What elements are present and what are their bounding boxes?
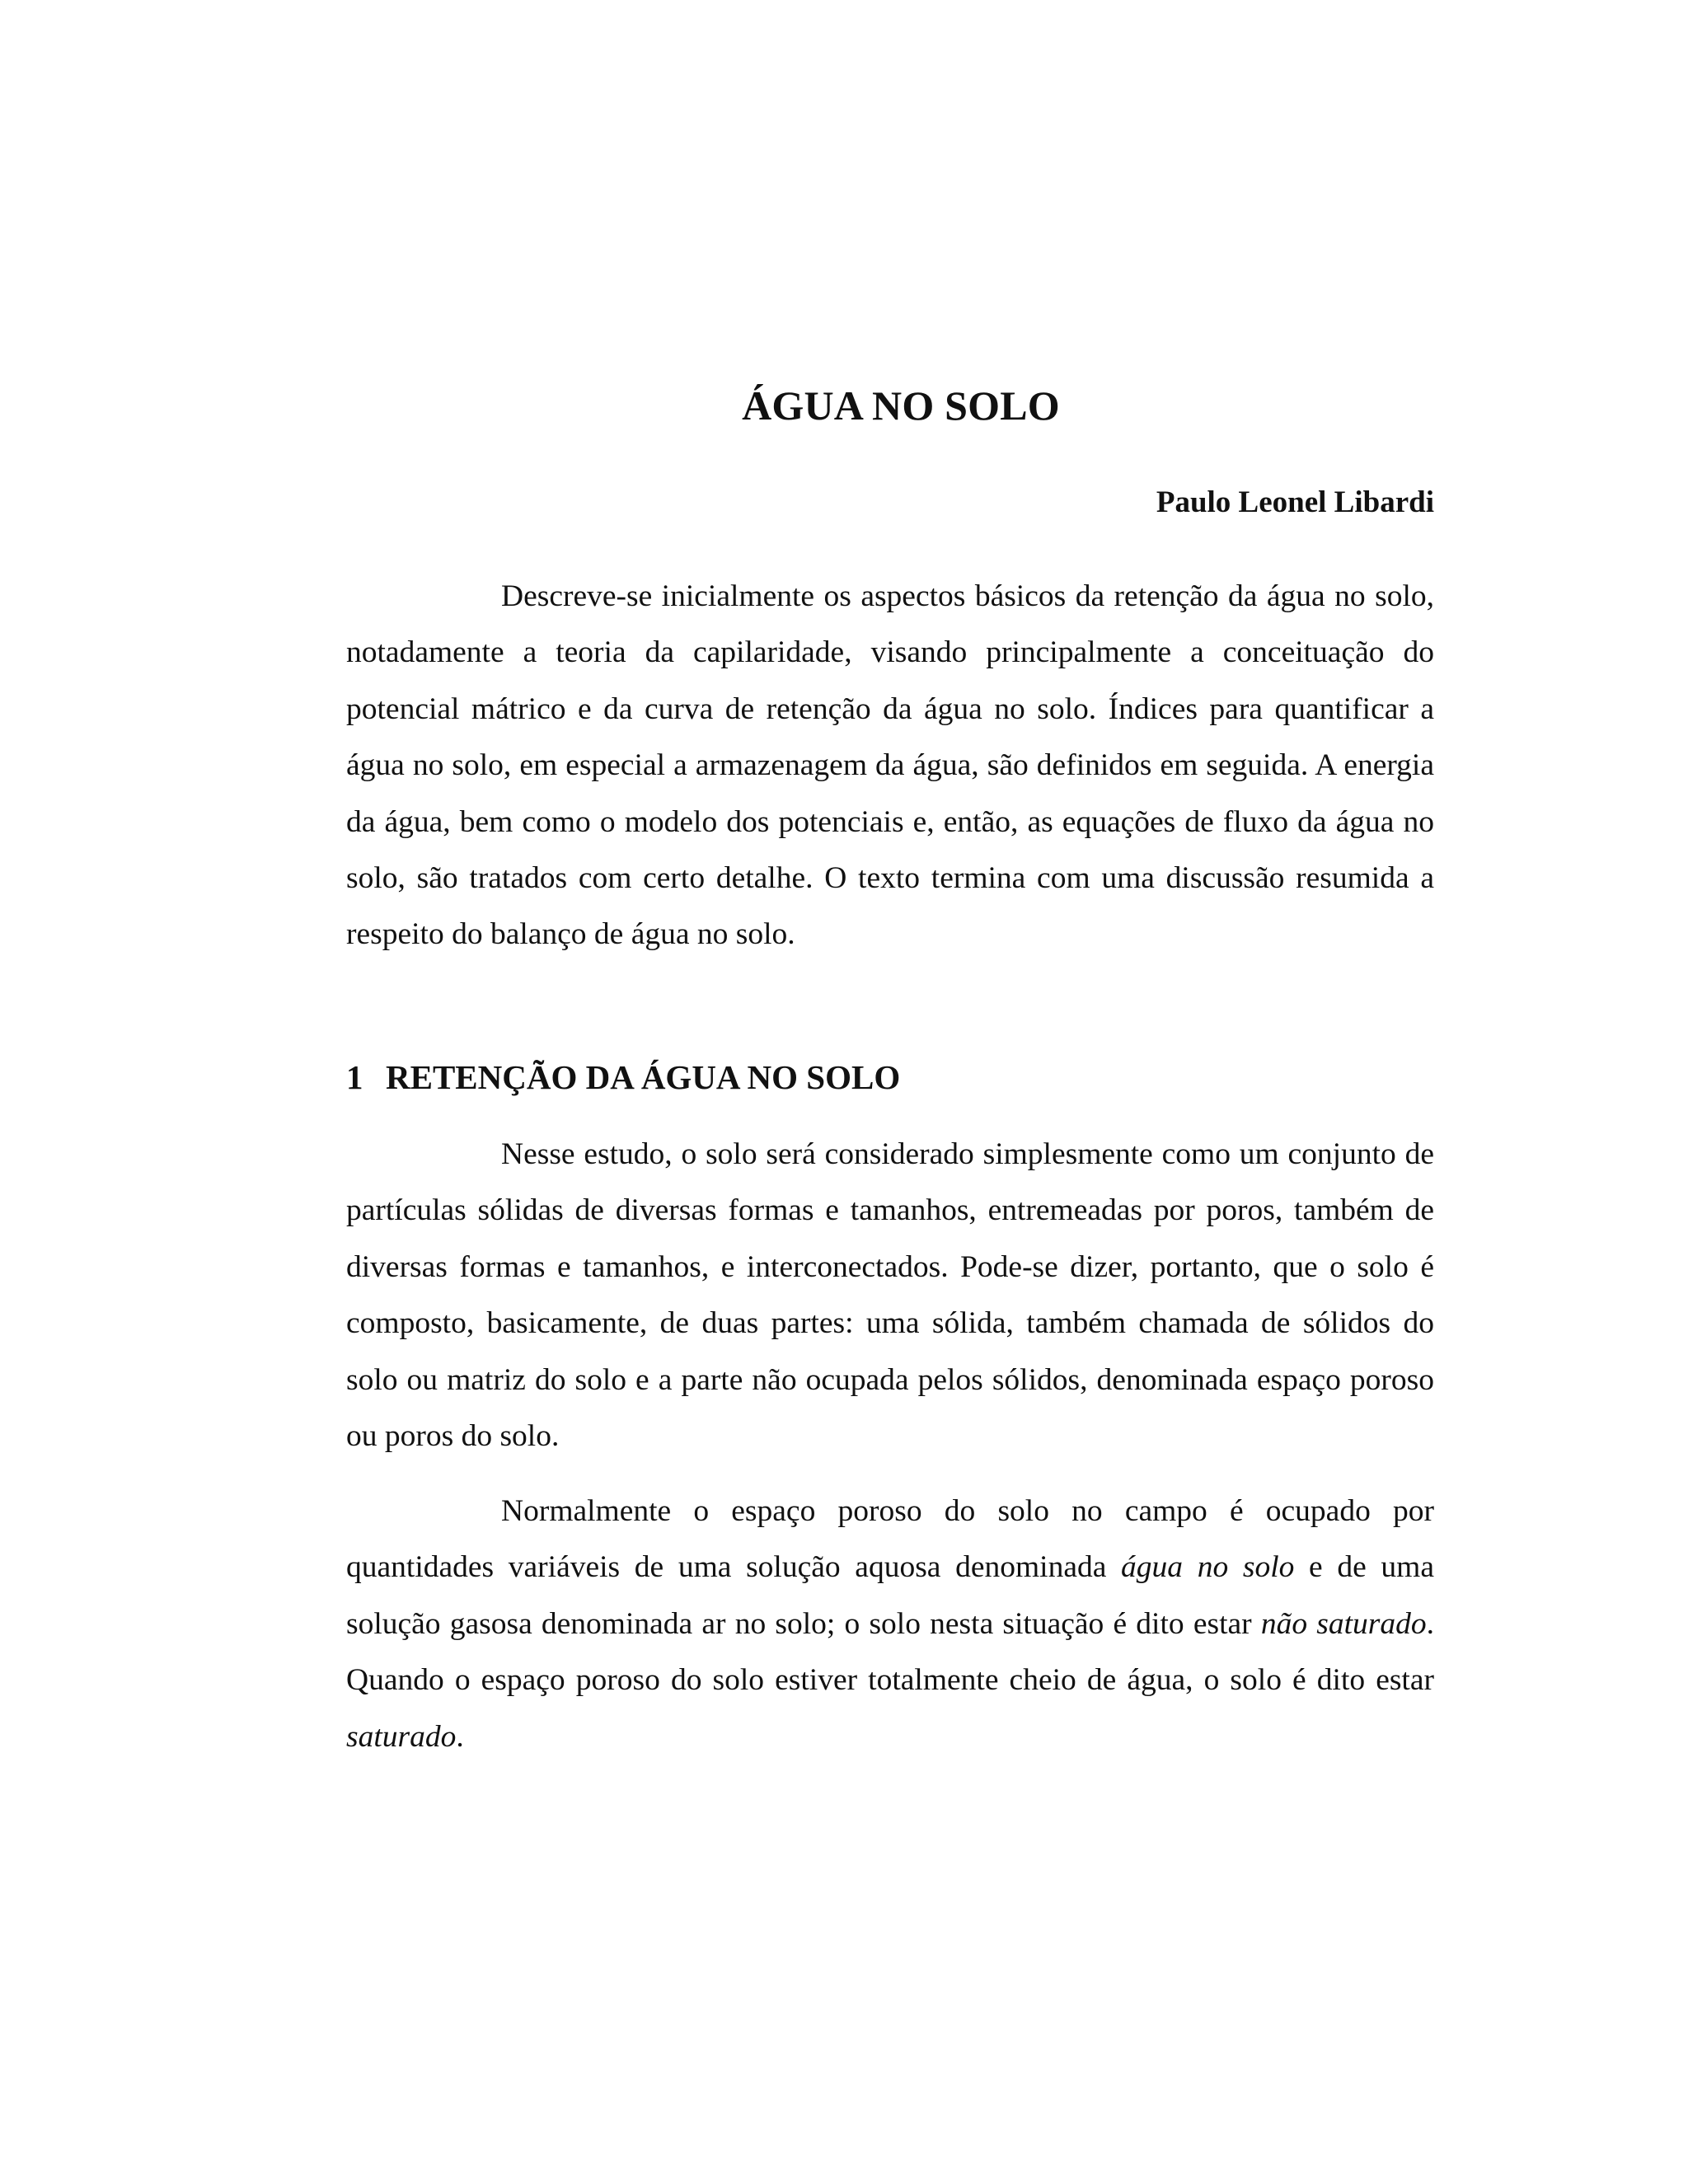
text-run: . Quando o espaço poroso do solo estiver totalmente cheio de água, o solo é dito estar	[346, 1606, 1435, 1698]
document-title: ÁGUA NO SOLO	[742, 382, 1060, 429]
body-paragraph: Nesse estudo, o solo será considerado simplesmente como um conjunto de partículas sólidas de diversas formas e tamanhos, entremeadas por poros, também de diversas formas e tamanhos, e interconectados. Pode-se dizer, portanto, que o solo é composto, basicamente, de duas partes: uma sólida, também chamada de sólidos do solo ou matriz do solo e a parte não ocupada pelos sólidos, denominada espaço poroso ou poros do solo.	[346, 1137, 1434, 1454]
text-run: .	[456, 1719, 464, 1754]
body-paragraph	[346, 1483, 1434, 1765]
author-name: Paulo Leonel Libardi	[1156, 485, 1434, 519]
section-heading	[346, 1057, 900, 1098]
italic-term: saturado	[346, 1719, 457, 1754]
text-run: e de uma solução gasosa denominada ar no solo; o solo nesta situação é dito estar	[346, 1550, 1434, 1641]
section-number: 1	[346, 1058, 363, 1096]
text-run: Normalmente o espaço poroso do solo no campo é ocupado por quantidades variáveis de uma solução aquosa denominada	[346, 1494, 1434, 1585]
italic-term: não saturado	[1260, 1606, 1427, 1641]
abstract-paragraph: Descreve-se inicialmente os aspectos básicos da retenção da água no solo, notadamente a teoria da capilaridade, visando principalmente a conceituação do potencial mátrico e da curva de retenção da água no solo. Índices para quantificar a água no solo, em especial a armazenagem da água, são definidos em seguida. A energia da água, bem como o modelo dos potenciais e, então, as equações de fluxo da água no solo, são tratados com certo detalhe. O texto termina com uma discussão resumida a respeito do balanço de água no solo.	[346, 579, 1434, 952]
section-title: RETENÇÃO DA ÁGUA NO SOLO	[386, 1058, 901, 1096]
italic-term: água no solo	[1121, 1550, 1295, 1585]
